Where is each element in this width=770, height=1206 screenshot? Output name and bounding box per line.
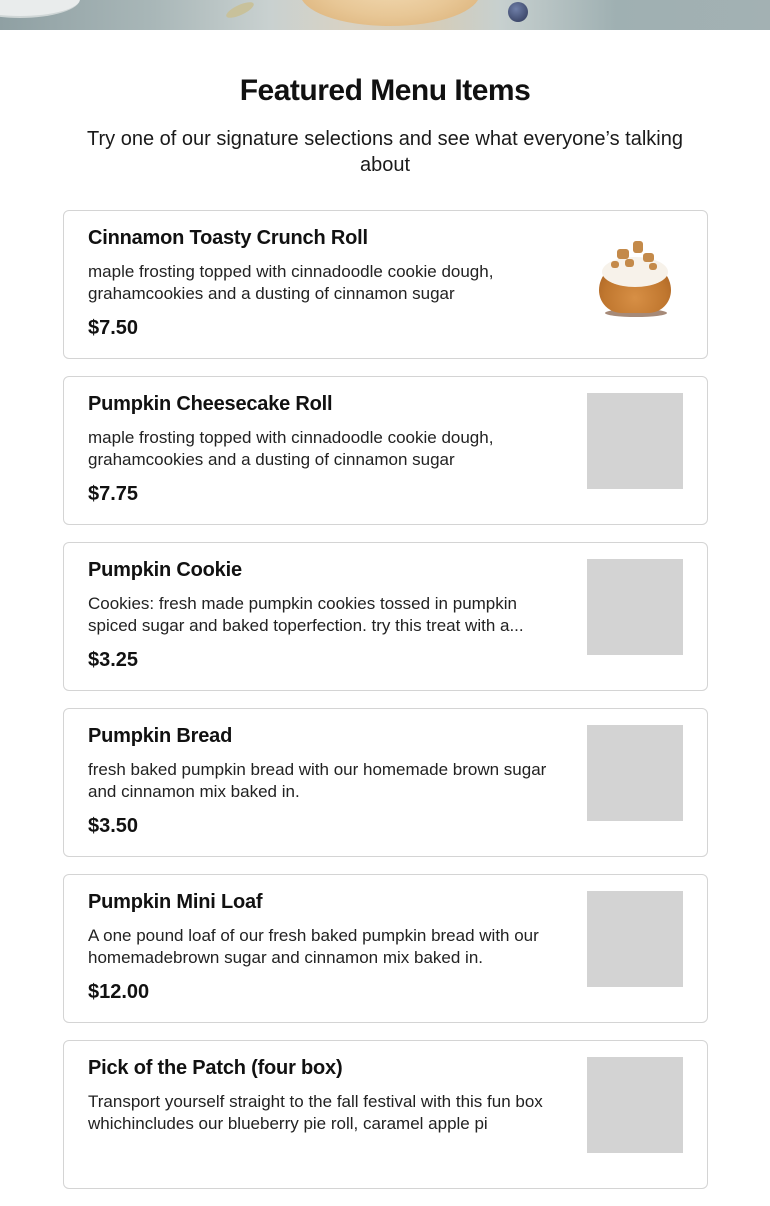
photo-crumb — [643, 253, 654, 262]
menu-item-card[interactable] — [63, 376, 708, 525]
menu-item-name: Pumpkin Cheesecake Roll — [88, 393, 333, 415]
menu-item-name: Cinnamon Toasty Crunch Roll — [88, 227, 368, 249]
menu-item-card[interactable] — [63, 874, 708, 1023]
menu-item-image-placeholder — [587, 559, 683, 655]
menu-item-image-placeholder — [587, 725, 683, 821]
hero-cinnamon-roll — [300, 0, 480, 26]
menu-item-image-placeholder — [587, 393, 683, 489]
menu-item-card[interactable] — [63, 1040, 708, 1189]
menu-item-card[interactable] — [63, 708, 708, 857]
menu-item-card[interactable] — [63, 542, 708, 691]
menu-item-price: $7.50 — [88, 317, 139, 339]
menu-item-name: Pick of the Patch (four box) — [88, 1057, 343, 1079]
menu-item-image-placeholder — [587, 891, 683, 987]
menu-item-price: $3.25 — [88, 649, 139, 671]
menu-item-description: Transport yourself straight to the fall festival with this fun box whichincludes our blueberry pie roll, caramel apple pi — [88, 1092, 543, 1133]
menu-item-image-placeholder — [587, 1057, 683, 1153]
section-title: Featured Menu Items — [239, 74, 531, 107]
photo-crumb — [611, 261, 619, 268]
menu-item-price: $7.75 — [88, 483, 139, 505]
menu-item-name: Pumpkin Mini Loaf — [88, 891, 263, 913]
menu-item-price: $3.50 — [88, 815, 139, 837]
menu-item-name: Pumpkin Bread — [88, 725, 233, 747]
menu-item-name: Pumpkin Cookie — [88, 559, 242, 581]
hero-blueberry — [508, 2, 528, 22]
menu-item-price: $12.00 — [88, 981, 150, 1003]
menu-item-description: Cookies: fresh made pumpkin cookies tossed in pumpkin spiced sugar and baked toperfection. try this treat with a... — [88, 594, 524, 635]
menu-item-card[interactable] — [63, 210, 708, 359]
photo-crumb — [625, 259, 634, 267]
menu-item-photo — [587, 227, 683, 323]
hero-garnish — [224, 0, 255, 21]
section-subtitle: Try one of our signature selections and see what everyone’s talking about — [87, 128, 683, 176]
menu-item-description: A one pound loaf of our fresh baked pumpkin bread with our homemadebrown sugar and cinnamon mix baked in. — [88, 926, 539, 967]
menu-item-description: maple frosting topped with cinnadoodle cookie dough, grahamcookies and a dusting of cinnamon sugar — [88, 262, 494, 303]
menu-item-description: maple frosting topped with cinnadoodle cookie dough, grahamcookies and a dusting of cinnamon sugar — [88, 428, 494, 469]
menu-item-description: fresh baked pumpkin bread with our homemade brown sugar and cinnamon mix baked in. — [88, 760, 547, 801]
photo-crumb — [649, 263, 657, 270]
hero-plate — [0, 0, 80, 18]
hero-banner-image — [0, 0, 770, 30]
photo-crumb — [617, 249, 629, 259]
menu-item-list — [63, 210, 708, 1206]
photo-crumb — [633, 241, 643, 253]
